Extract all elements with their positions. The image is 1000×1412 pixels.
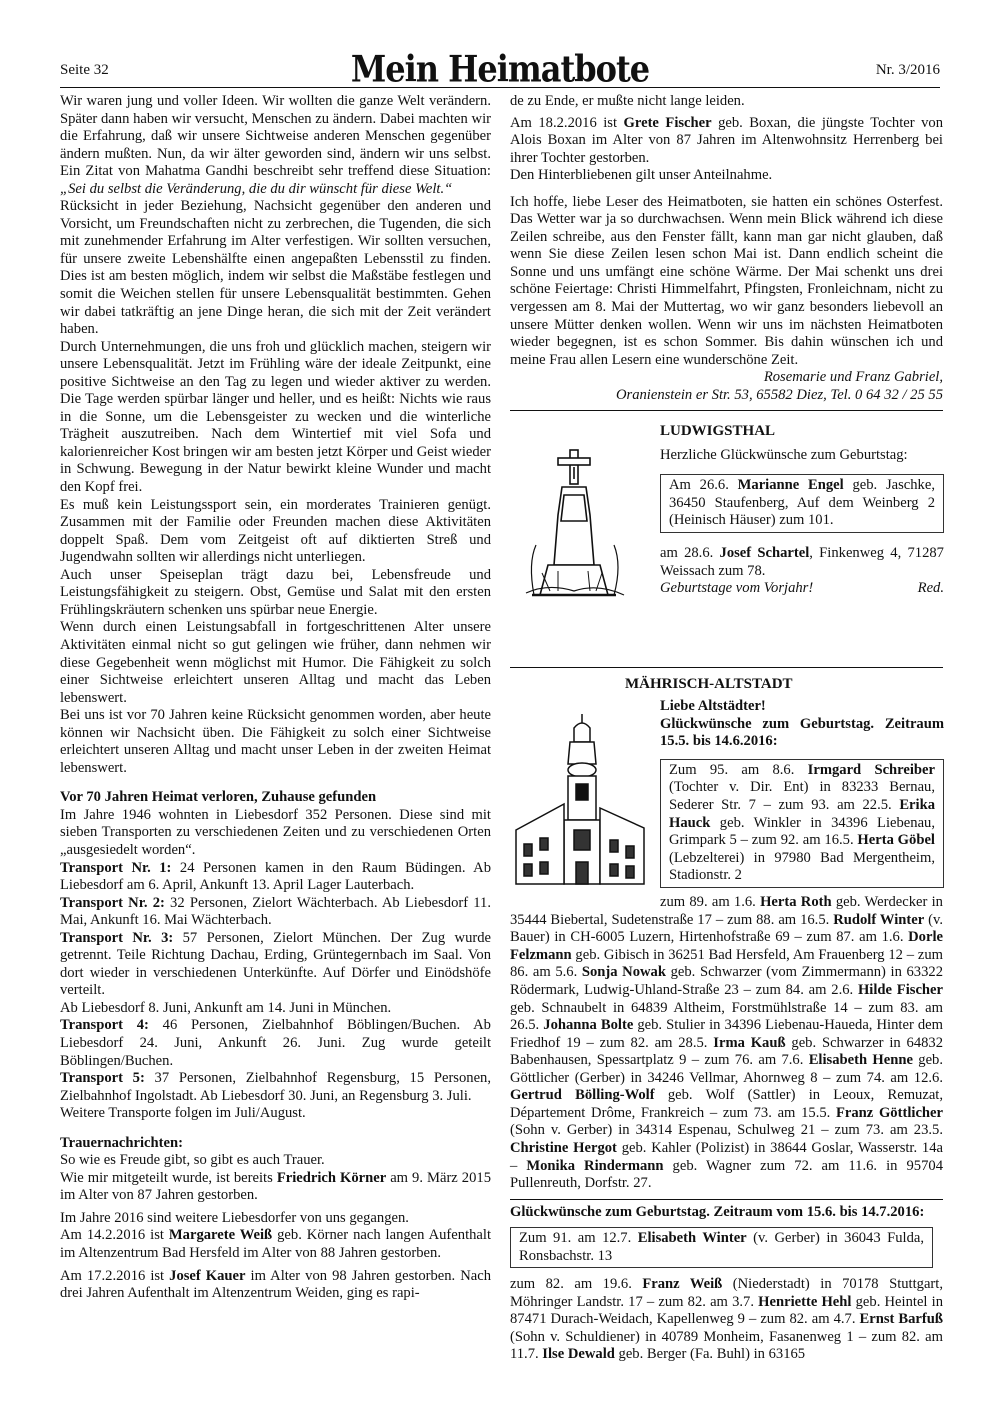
transport-entry: Transport Nr. 1: 24 Personen kamen in den Raum Büdingen. Ab Liebesdorf am 6. April, Ankunft 13. April Lager Lauterbach. [60, 859, 491, 894]
birthday-list: zum 82. am 19.6. Franz Weiß (Niederstadt) in 70178 Stuttgart, Möhringer Landstr. 17 – zum 82. am 3.7. Henriette Hehl geb. Heintel in 87471 Durach-Weidach, Kapellenweg 9 – zum 82. am 4.7. Ernst Barfuß (Sohn v. Schuldiener) in 40789 Monheim, Fasanenweg 1 – zum 82. am 11.7. Ilse Dewald geb. Berger (Fa. Buhl) in 63165 [510, 1276, 943, 1363]
section-rule [510, 410, 943, 411]
paragraph: Wenn durch einen Leistungsabfall in fortgeschrittenen Alter unsere Aktivitäten einmal nicht so gut gelingen wie früher, dann nehmen wir diese Gegebenheit wenn möglichst mit Humor. Die Fähigkeit zu solch einer Sichtweise erleichtert unseren Alltag und macht das Leben lebenswert. [60, 619, 491, 706]
paragraph: Im Jahre 1946 wohnten in Liebesdorf 352 Personen. Diese sind mit sieben Transporten zu verschiedenen Zeiten und zu verschiedenen Orten „ausgesiedelt worden“. [60, 806, 491, 858]
birthday-list: zum 89. am 1.6. Herta Roth geb. Werdecker in 35444 Biebertal, Sudetenstraße 17 – zum 88. am 16.5. Rudolf Winter (v. Bauer) in CH-6005 Luzern, Hirtenhofstraße 69 – zum 87. am 1.6. Dorle Felzmann geb. Gibisch in 36251 Bad Hersfeld, Am Frauenberg 12 – zum 86. am 5.6. Sonja Nowak geb. Schwarzer (vom Zimmermann) in 63322 Rödermark, Ludwig-Uhland-Straße 23 – zum 84. am 2.6. Hilde Fischer geb. Schnaubelt in 64839 Altheim, Forstmühlstraße 14 – zum 83. am 26.5. Johanna Bolte geb. Stulier in 34396 Liebenau-Haueda, Hinter dem Friedhof 19 – zum 82. am 28.5. Irma Kauß geb. Schwarzer in 64832 Babenhausen, Spessartplatz 9 – zum 76. am 7.6. Elisabeth Henne geb. Göttlicher (Gerber) in 34246 Vellmar, Ahornweg 8 – zum 74. am 12.6. Gertrud Bölling-Wolf geb. Wolf (Sattler) in Leoux, Remuzat, Département Drôme, Frankreich – zum 73. am 15.5. Franz Göttlicher (Sohn v. Gerber) in 34314 Espenau, Schulweg 21 – zum 73. am 23.5. Christine Hergot geb. Kahler (Polizist) in 38644 Goslar, Wasserstr. 14a – Monika Rindermann geb. Wagner zum 72. am 11.6. in 95704 Pullenreuth, Dorfstr. 27. [510, 894, 944, 1192]
section-heading: Trauernachrichten: [60, 1134, 183, 1151]
paragraph: Auch unser Speiseplan trägt dazu bei, Lebensfreude und Leistungsfähigkeit zu steigern. Obst, Gemüse und Salat mit den ersten Frühlingskräutern schenken uns spürbar neue Energie. [60, 566, 491, 618]
paragraph: Ich hoffe, liebe Leser des Heimatboten, sie hatten ein schönes Osterfest. Das Wetter war ja so durchwachsen. Wenn mein Blick während ich diese Zeilen schreibe, aus den Fenster fällt, kann man gar nicht glauben, daß wenn Sie diese Zeilen lesen schon Mai ist. Dann endlich scheint die Sonne und uns umfängt eine schöne Wärme. Der Mai schenkt uns drei schöne Feiertage: Christi Himmelfahrt, Pfingsten, Fronleichnam, nicht zu vergessen am 8. Mai der Muttertag, wo wir ganz besonders liebevoll an unsere Mütter denken wollen. Wenn wir uns im nächsten Heimatboten wieder begegnen, ist es schon Sommer. Bis dahin wünschen ich und meine Frau allen Lesern eine wunderschöne Zeit. [510, 193, 943, 368]
birthday-box: Zum 95. am 8.6. Irmgard Schreiber (Tochter v. Dir. Ent) in 83233 Bernau, Sederer Str. 7 – zum 93. am 22.5. Erika Hauck geb. Winkler in 34396 Liebenau, Grimpark 5 – zum 92. am 16.5. Herta Göbel (Lebzelterei) in 97980 Bad Mergentheim, Stadionstr. 2 [660, 759, 944, 888]
ludwigsthal-section [510, 415, 943, 661]
paragraph: Rücksicht in jeder Beziehung, Nachsicht gegenüber den anderen und Vorsicht, um Freundschaften nicht zu zerbrechen, die Tugenden, die sich mit zunehmender Erfahrung im Alter verfestigen. Wir sollten versuchen, für unsere zweite Lebenshälfte einen angepaßten Lebensstil zu finden. Dies ist am besten möglich, indem wir selbst die Maßstäbe festlegen und somit die Weichen stellen für unsere Lebensqualität bestimmten. Gehen wir dabei tatkräftig an jene Dinge heran, die sich mit der Zeit verändert haben. [60, 198, 491, 338]
paragraph: Bei uns ist vor 70 Jahren keine Rücksicht genommen worden, aber heute können wir Nachsicht üben. Die Fähigkeit zu solch einer Sichtweise erleichtert unseren Alltag und macht unser Leben in der zweiten Heimat lebenswert. [60, 707, 491, 776]
paragraph: Durch Unternehmungen, die uns froh und glücklich machen, steigern wir unsere Lebensqualität. Jetzt im Frühling wäre der ideale Zeitpunkt, eine positive Sichtweise an den Tag zu legen und wieder aktiver zu werden. Die Tage werden spürbar länger und heller, und es heißt: Nichts wie raus in die Sonne, um die Lebensgeister zu wecken und die winterliche Trägheit auszutreiben. Nach dem Wintertief mit viel Sofa und kalorienreicher Kost bringen wir am besten jetzt Körper und Geist wieder in Schwung. Bewegung in der Natur bewirkt kleine Wunder und macht den Kopf frei. [60, 338, 491, 496]
paragraph: Herzliche Glückwünsche zum Geburtstag: [660, 446, 908, 463]
church-tower-illustration [512, 712, 652, 888]
section-heading: MÄHRISCH-ALTSTADT [625, 676, 793, 693]
section-heading: Vor 70 Jahren Heimat verloren, Zuhause gefunden [60, 789, 377, 806]
paragraph: Wie mir mitgeteilt wurde, ist bereits Friedrich Körner am 9. März 2015 im Alter von 87 Jahren gestorben. [60, 1169, 491, 1204]
section-heading: LUDWIGSTHAL [660, 423, 776, 440]
paragraph: de zu Ende, er mußte nicht lange leiden. [510, 93, 745, 109]
right-column [510, 93, 943, 1364]
paragraph: am 28.6. Josef Schartel, Finkenweg 4, 71287 Weissach zum 78. [660, 545, 944, 579]
period-heading: Glückwünsche zum Geburtstag. Zeitraum vom 15.6. bis 14.7.2016: [510, 1203, 925, 1220]
page-header [0, 47, 1000, 91]
greeting: Liebe Altstädter! [660, 698, 766, 715]
signature-address: Oranienstein er Str. 53, 65582 Diez, Tel. 0 64 32 / 25 55 [615, 386, 943, 403]
paragraph: Am 14.2.2016 ist Margarete Weiß geb. Körner nach langen Aufenthalt im Altenzentrum Bad Hersfeld im Alter von 88 Jahren gestorben. [60, 1227, 492, 1261]
transport-entry: Transport Nr. 3: 57 Personen, Zielort München. Der Zug wurde getrennt. Teile Richtung Dachau, Erding, Grüntegernbach im Saal. Von dort wieder in verschiedenen Unterkünfte. Auf Dörfer und Einödshöfe verteilt. [60, 929, 492, 999]
maehrisch-altstadt-section [510, 672, 943, 894]
paragraph: Im Jahre 2016 sind weitere Liebesdorfer von uns gegangen. [60, 1209, 409, 1226]
issue-number: Nr. 3/2016 [875, 62, 940, 78]
section-rule [510, 1199, 943, 1200]
paragraph: So wie es Freude gibt, so gibt es auch Trauer. [60, 1152, 325, 1169]
paragraph: Es muß kein Leistungssport sein, ein morderates Trainieren genügt. Zusammen mit der Familie oder Freunden machen diese Aktivitäten doppelt Spaß. Dem vom Zeitgeist oft auf diktierten Streß und Jugendwahn sollten wir allerdings nicht unterliegen. [60, 496, 491, 566]
cross-monument-illustration [518, 445, 630, 607]
paragraph: Den Hinterbliebenen gilt unser Anteilnahme. [510, 167, 773, 184]
paragraph: Geburtstage vom Vorjahr! Red. [660, 580, 944, 597]
paragraph: Am 17.2.2016 ist Josef Kauer im Alter von 98 Jahren gestorben. Nach drei Jahren Aufenthalt im Altenzentrum Weiden, ging es rapi- [60, 1267, 492, 1302]
paragraph: Wir waren jung und voller Ideen. Wir wollten die ganze Welt verändern. Später dann haben wir versucht, Menschen zu ändern. Dabei machten wir die Erfahrung, daß wir unsere Sichtweise anderen Menschen gegenüber ändern mußten. Nun, da wir älter geworden sind, ändern wir uns selbst. Ein Zitat von Mahatma Gandhi beschreibt sehr treffend diese Situation: „Sei du selbst die Veränderung, die du dir wünscht für diese Welt.“ [60, 93, 491, 197]
signature: Rosemarie und Franz Gabriel, [763, 369, 943, 386]
transport-entry: Transport 5: 37 Personen, Zielbahnhof Regensburg, 15 Personen, Zielbahnhof Ingolstadt. Ab Liebesdorf 30. Juni, an Regensburg 3. Juli. [60, 1070, 492, 1104]
transport-entry: Transport 4: 46 Personen, Zielbahnhof Böblingen/Buchen. Ab Liebesdorf 24. Juni, Ankunft 26. Juni. Zug wurde geteilt Böblingen/Buchen. [60, 1017, 491, 1069]
masthead-logo: Mein Heimatbote [350, 47, 650, 91]
page-number: Seite 32 [60, 62, 109, 78]
left-column [60, 93, 491, 1303]
birthday-box: Am 26.6. Marianne Engel geb. Jaschke, 36450 Staufenberg, Auf dem Weinberg 2 (Heinisch Häuser) zum 101. [660, 474, 944, 533]
header-rule [60, 87, 940, 88]
paragraph: Am 18.2.2016 ist Grete Fischer geb. Boxan, die jüngste Tochter von Alois Boxan im Alter von 87 Jahren im Altenwohnsitz Herrenberg bei ihrer Tochter gestorben. [510, 114, 943, 166]
period-heading: Glückwünsche zum Geburtstag. Zeitraum 15.5. bis 14.6.2016: [660, 715, 944, 750]
paragraph: Weitere Transporte folgen im Juli/August. [60, 1105, 306, 1122]
transport-entry: Transport Nr. 2: 32 Personen, Zielort Wächterbach. Ab Liebesdorf 11. Mai, Ankunft 16. Mai Wächterbach. [60, 894, 492, 929]
section-rule [510, 667, 943, 668]
paragraph: Ab Liebesdorf 8. Juni, Ankunft am 14. Juni in München. [60, 999, 392, 1016]
birthday-box: Zum 91. am 12.7. Elisabeth Winter (v. Gerber) in 36043 Fulda, Ronsbachstr. 13 [510, 1227, 933, 1268]
